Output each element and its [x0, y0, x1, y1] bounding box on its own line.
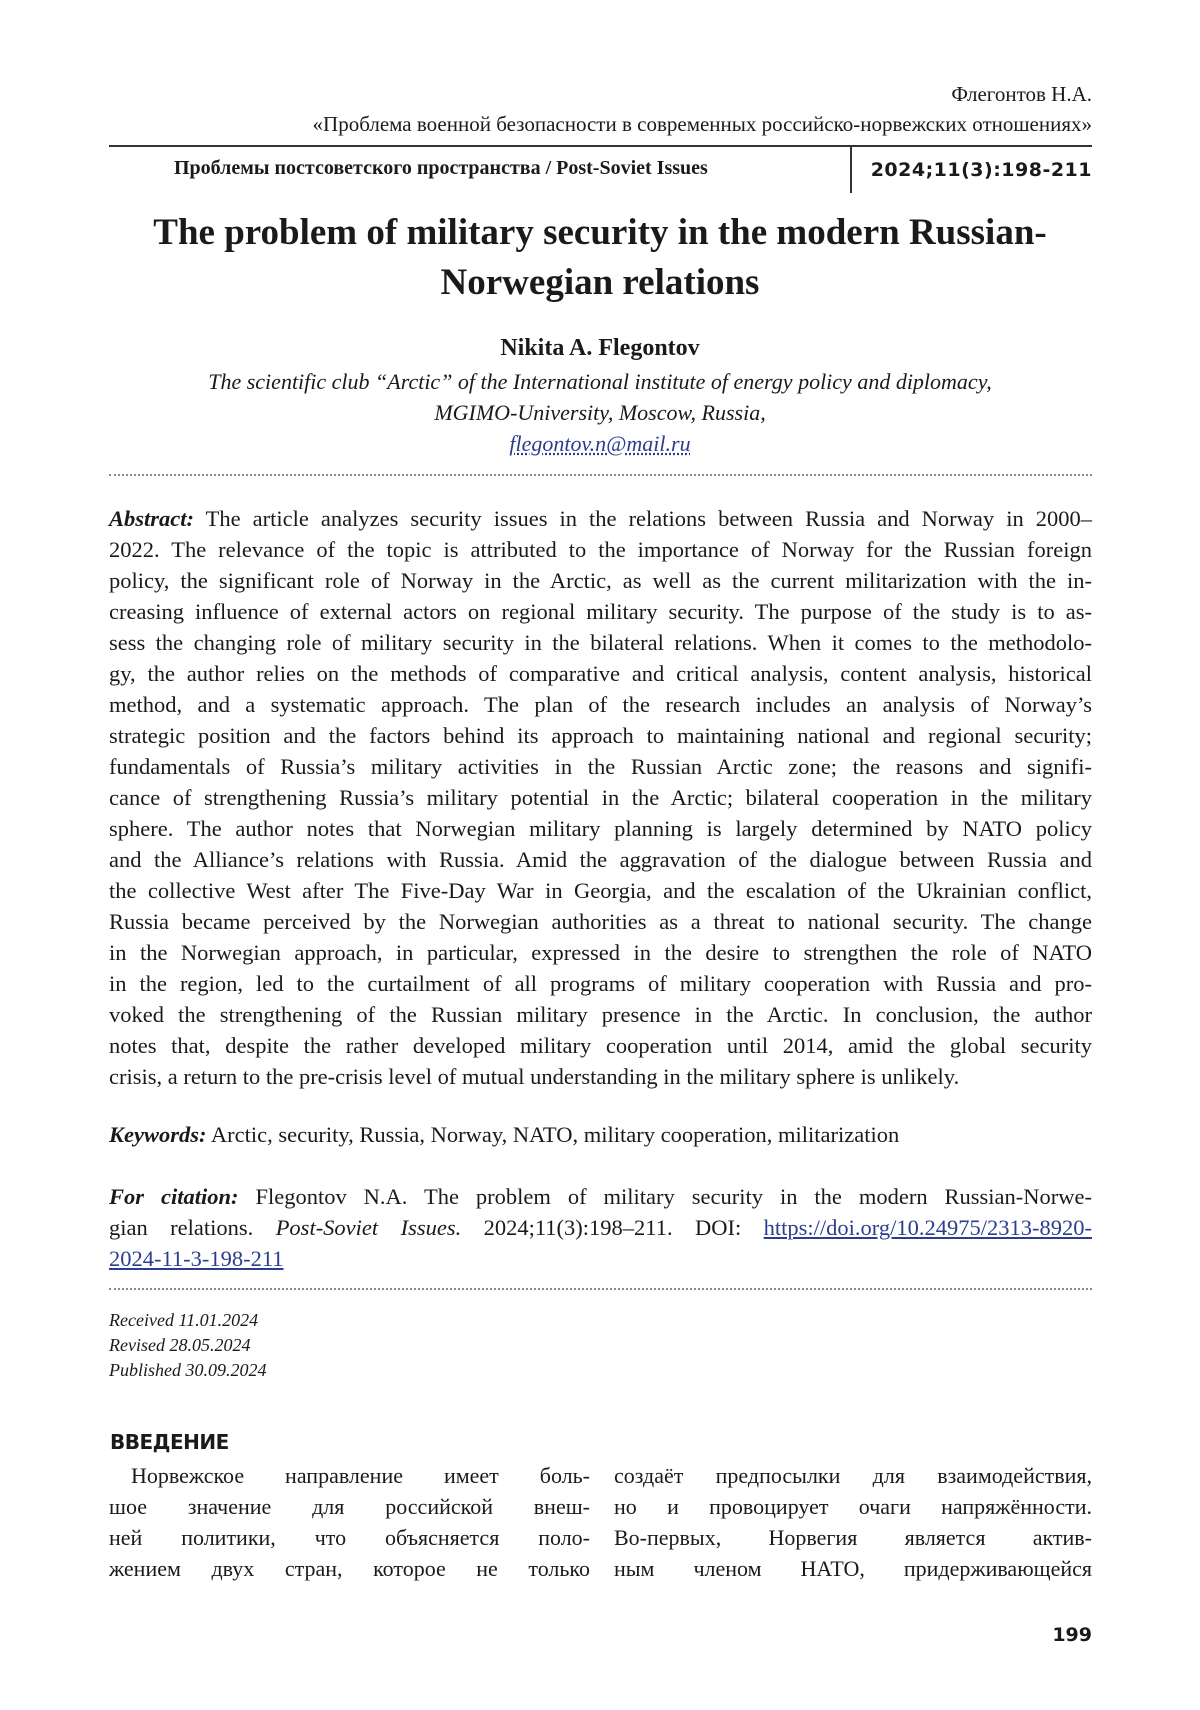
- body-line: но и провоцирует очаги напряжённости.: [614, 1491, 1092, 1522]
- citation: [109, 1181, 1092, 1274]
- affiliation-line: The scientific club “Arctic” of the International institute of energy policy and diplomacy,: [100, 366, 1100, 397]
- running-header-title: «Проблема военной безопасности в современных российско-норвежских отношениях»: [313, 112, 1092, 137]
- body-line: ным членом НАТО, придерживающейся: [614, 1553, 1092, 1584]
- dotted-divider: [109, 1288, 1092, 1290]
- body-line: создаёт предпосылки для взаимодействия,: [614, 1460, 1092, 1491]
- abstract-line: crisis, a return to the pre-crisis level of mutual understanding in the military sphere is unlikely.: [109, 1061, 1092, 1092]
- abstract-line: 2022. The relevance of the topic is attributed to the importance of Norway for the Russian foreign: [109, 534, 1092, 565]
- abstract-line: method, and a systematic approach. The plan of the research includes an analysis of Norway’s: [109, 689, 1092, 720]
- abstract-line: gy, the author relies on the methods of comparative and critical analysis, content analysis, historical: [109, 658, 1092, 689]
- title-line: The problem of military security in the modern Russian-: [100, 208, 1100, 258]
- abstract-line: Abstract: The article analyzes security issues in the relations between Russia and Norway in 2000–: [109, 503, 1092, 534]
- body-line: ней политики, что объясняется поло-: [109, 1522, 590, 1553]
- abstract-line: the collective West after The Five-Day War in Georgia, and the escalation of the Ukrainian conflict,: [109, 875, 1092, 906]
- citation-text: Flegontov N.A. The problem of military security in the modern Russian-Norwe-: [255, 1184, 1092, 1209]
- abstract-line: notes that, despite the rather developed military cooperation until 2014, amid the global security: [109, 1030, 1092, 1061]
- abstract-line: creasing influence of external actors on regional military security. The purpose of the study is to as-: [109, 596, 1092, 627]
- citation-text: gian relations.: [109, 1215, 276, 1240]
- abstract-line: sess the changing role of military security in the bilateral relations. When it comes to the methodolo-: [109, 627, 1092, 658]
- published-date: Published 30.09.2024: [109, 1358, 267, 1383]
- abstract-line: strategic position and the factors behind its approach to maintaining national and regional security;: [109, 720, 1092, 751]
- keywords-text: Arctic, security, Russia, Norway, NATO, military cooperation, militarization: [211, 1122, 899, 1147]
- title-line: Norwegian relations: [100, 258, 1100, 308]
- abstract-line: in the Norwegian approach, in particular, expressed in the desire to strengthen the role of NATO: [109, 937, 1092, 968]
- issue-info: 2024;11(3):198-211: [871, 159, 1092, 181]
- author-name: Nikita A. Flegontov: [100, 335, 1100, 362]
- abstract-line: fundamentals of Russia’s military activities in the Russian Arctic zone; the reasons and signifi-: [109, 751, 1092, 782]
- body-line: шое значение для российской внеш-: [109, 1491, 590, 1522]
- doi-link[interactable]: 2024-11-3-198-211: [109, 1246, 284, 1271]
- author-email-link[interactable]: flegontov.n@mail.ru: [509, 431, 690, 456]
- doi-link[interactable]: https://doi.org/10.24975/2313-8920-: [764, 1215, 1092, 1240]
- abstract-line: and the Alliance’s relations with Russia. Amid the aggravation of the dialogue between Russia and: [109, 844, 1092, 875]
- abstract-label: Abstract:: [109, 506, 194, 531]
- citation-journal: Post-Soviet Issues.: [276, 1215, 462, 1240]
- article-dates: [109, 1308, 267, 1383]
- received-date: Received 11.01.2024: [109, 1308, 267, 1333]
- citation-label: For citation:: [109, 1184, 238, 1209]
- article-title: [100, 208, 1100, 308]
- abstract-line: sphere. The author notes that Norwegian military planning is largely determined by NATO policy: [109, 813, 1092, 844]
- running-header-author: Флегонтов Н.А.: [951, 82, 1092, 107]
- journal-name: Проблемы постсоветского пространства / Post-Soviet Issues: [174, 157, 708, 180]
- body-line: Норвежское направление имеет боль-: [109, 1460, 590, 1491]
- abstract-line: policy, the significant role of Norway in the Arctic, as well as the current militarization with the in-: [109, 565, 1092, 596]
- body-column-left: [109, 1460, 590, 1584]
- abstract-line: cance of strengthening Russia’s military potential in the Arctic; bilateral cooperation in the military: [109, 782, 1092, 813]
- keywords-label: Keywords:: [109, 1122, 207, 1147]
- abstract-line: Russia became perceived by the Norwegian authorities as a threat to national security. The change: [109, 906, 1092, 937]
- body-line: Во-первых, Норвегия является актив-: [614, 1522, 1092, 1553]
- body-line: жением двух стран, которое не только: [109, 1553, 590, 1584]
- dotted-divider: [109, 474, 1092, 476]
- abstract: [109, 503, 1092, 1092]
- keywords: [109, 1119, 1092, 1150]
- citation-text: 2024;11(3):198–211. DOI:: [461, 1215, 763, 1240]
- affiliation: [100, 366, 1100, 459]
- abstract-line: in the region, led to the curtailment of all programs of military cooperation with Russia and pro-: [109, 968, 1092, 999]
- header-rule: [109, 145, 1092, 147]
- header-divider: [850, 147, 852, 193]
- section-heading: ВВЕДЕНИЕ: [110, 1430, 229, 1454]
- affiliation-line: MGIMO-University, Moscow, Russia,: [100, 397, 1100, 428]
- revised-date: Revised 28.05.2024: [109, 1333, 267, 1358]
- abstract-line: voked the strengthening of the Russian military presence in the Arctic. In conclusion, the author: [109, 999, 1092, 1030]
- page-number: 199: [1052, 1624, 1092, 1646]
- body-column-right: [614, 1460, 1092, 1584]
